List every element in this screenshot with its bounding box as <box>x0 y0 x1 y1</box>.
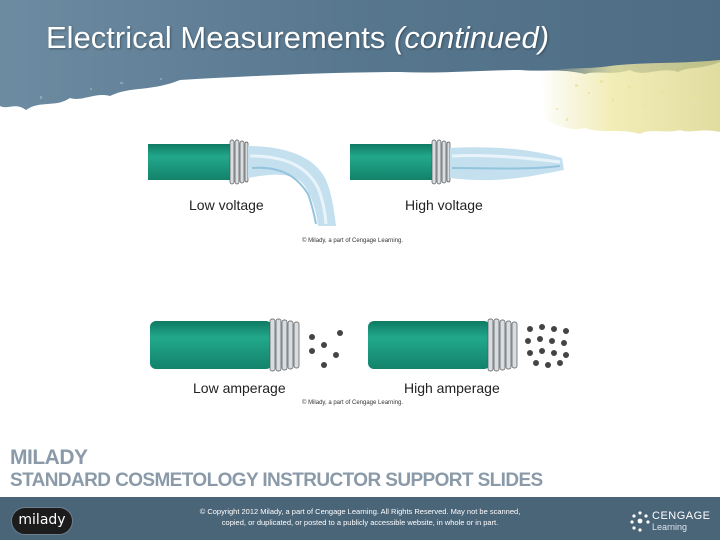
amperage-hose-illustration <box>148 315 576 375</box>
cengage-mark-icon <box>630 510 650 532</box>
low-voltage-hose <box>148 140 336 226</box>
series-name: STANDARD COSMETOLOGY INSTRUCTOR SUPPORT SLIDES <box>10 470 543 491</box>
copyright-notice <box>150 506 570 528</box>
cengage-learning-logo <box>630 508 716 534</box>
learning-wordmark: Learning <box>652 522 688 532</box>
copyright-line-2: copied, or duplicated, or posted to a publicly accessible website, in whole or in part. <box>221 518 499 527</box>
high-voltage-hose <box>350 140 564 184</box>
slide-title <box>46 20 549 56</box>
high-amperage-hose <box>368 319 569 371</box>
copyright-line-1: © Copyright 2012 Milady, a part of Cengage Learning. All Rights Reserved. May not be scanned, <box>199 507 521 516</box>
slide-title-continued: (continued) <box>394 20 550 55</box>
series-branding <box>10 447 543 492</box>
brand-name: MILADY <box>10 446 88 469</box>
low-voltage-label: Low voltage <box>189 197 264 213</box>
amperage-image-credit: © Milady, a part of Cengage Learning. <box>302 400 404 406</box>
slide-title-main: Electrical Measurements <box>46 20 395 55</box>
milady-logo <box>11 507 73 535</box>
high-voltage-label: High voltage <box>405 197 483 213</box>
cengage-wordmark: CENGAGE <box>652 510 711 522</box>
voltage-image-credit: © Milady, a part of Cengage Learning. <box>302 238 404 244</box>
low-amperage-label: Low amperage <box>193 380 286 396</box>
low-amperage-hose <box>150 319 343 371</box>
high-amperage-label: High amperage <box>404 380 500 396</box>
voltage-hose-illustration <box>148 138 568 228</box>
milady-logo-text: milady <box>18 512 66 528</box>
